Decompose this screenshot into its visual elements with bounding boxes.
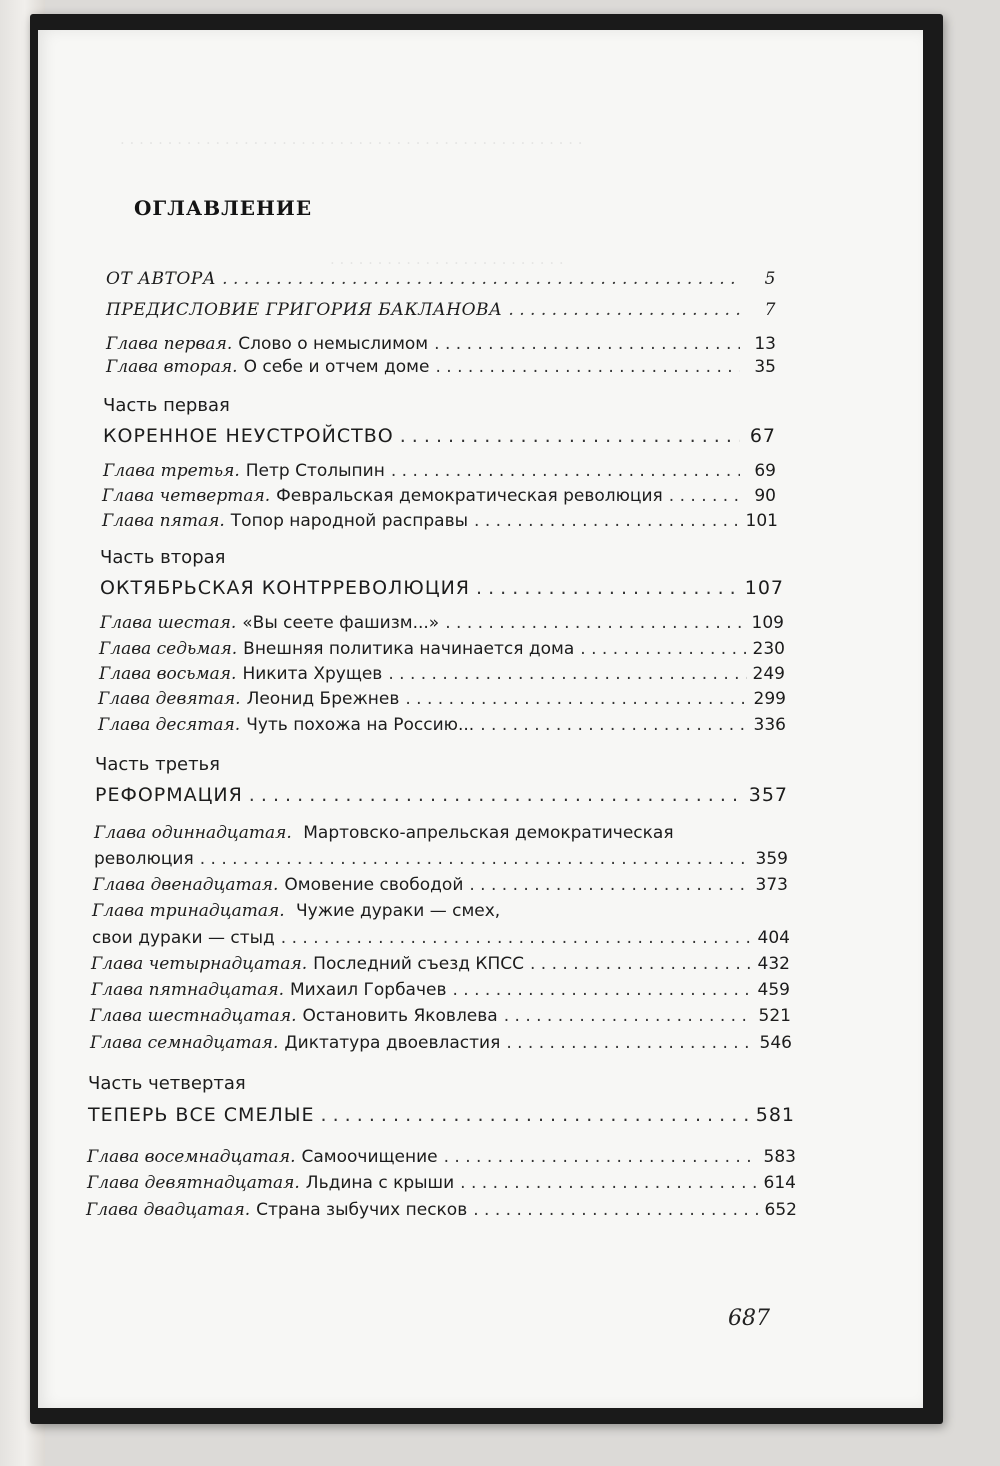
toc-entry-chapter — [98, 688, 786, 710]
leader-dots — [480, 714, 747, 736]
page-number: 432 — [757, 954, 790, 974]
leader-dots — [506, 1032, 753, 1054]
part-title: ОКТЯБРЬСКАЯ КОНТРРЕВОЛЮЦИЯ — [100, 577, 470, 599]
toc-entry-chapter — [99, 663, 785, 685]
toc-entry-author-preface — [106, 268, 776, 290]
chapter-number: Глава седьмая. — [99, 639, 238, 659]
page-number: 35 — [754, 357, 776, 377]
toc-entry-chapter-continued — [94, 848, 788, 870]
show-through-text: . . . . . . . . . . . . . . . . . . . . . . . . . . . . . . . . . . . . . . . . . . . . . . . . . — [120, 130, 583, 148]
chapter-number: Глава девятнадцатая. — [87, 1173, 300, 1193]
toc-entry-baklanov-preface — [106, 299, 776, 321]
toc-entry-chapter — [91, 953, 790, 975]
page-number: 546 — [759, 1033, 792, 1053]
page-number: 336 — [753, 715, 786, 735]
leader-dots — [434, 333, 740, 355]
chapter-title: Остановить Яковлева — [302, 1006, 498, 1026]
chapter-title: Льдина с крыши — [305, 1173, 455, 1193]
toc-entry-part — [100, 577, 784, 599]
leader-dots — [473, 1199, 758, 1221]
toc-entry-chapter-first-line — [94, 823, 674, 843]
leader-dots — [460, 1172, 757, 1194]
toc-entry-chapter — [103, 460, 776, 482]
toc-entry-chapter — [106, 333, 776, 355]
chapter-number: Глава семнадцатая. — [90, 1033, 279, 1053]
toc-entry-chapter — [99, 638, 785, 660]
leader-dots — [249, 784, 743, 806]
toc-entry-chapter — [91, 979, 790, 1001]
chapter-title: Диктатура двоевластия — [284, 1033, 501, 1053]
chapter-title: Самоочищение — [301, 1147, 438, 1167]
leader-dots — [669, 485, 740, 507]
page-number: 7 — [764, 300, 776, 320]
page-number: 230 — [752, 639, 785, 659]
chapter-title: «Вы сеете фашизм...» — [242, 613, 440, 633]
part-label: Часть третья — [95, 754, 220, 775]
leader-dots — [444, 1146, 758, 1168]
chapter-title: Петр Столыпин — [245, 461, 385, 481]
part-title: ТЕПЕРЬ ВСЕ СМЕЛЫЕ — [88, 1104, 315, 1126]
toc-entry-chapter — [90, 1032, 792, 1054]
chapter-title: О себе и отчем доме — [243, 357, 430, 377]
chapter-number: Глава двенадцатая. — [93, 875, 279, 895]
leader-dots — [400, 425, 740, 447]
page-number: 69 — [754, 461, 776, 481]
leader-dots — [445, 612, 745, 634]
chapter-title: Омовение свободой — [284, 875, 464, 895]
leader-dots — [469, 874, 749, 896]
page-number: 373 — [755, 875, 788, 895]
page-number: 521 — [758, 1006, 791, 1026]
chapter-title: Слово о немыслимом — [238, 334, 429, 354]
page-folio-number: 687 — [728, 1306, 770, 1331]
toc-entry-chapter — [87, 1172, 796, 1194]
page-number: 109 — [751, 613, 784, 633]
page-number: 107 — [744, 577, 784, 599]
part-title: РЕФОРМАЦИЯ — [95, 784, 243, 806]
part-title: КОРЕННОЕ НЕУСТРОЙСТВО — [103, 425, 394, 447]
chapter-number: Глава шестая. — [100, 613, 237, 633]
leader-dots — [281, 927, 752, 949]
chapter-title: Внешняя политика начинается дома — [243, 639, 575, 659]
entry-title: ОТ АВТОРА — [106, 269, 217, 289]
leader-dots — [321, 1104, 750, 1126]
leader-dots — [453, 979, 752, 1001]
leader-dots — [476, 577, 739, 599]
chapter-number: Глава первая. — [106, 334, 233, 354]
page-number: 583 — [763, 1147, 796, 1167]
toc-entry-chapter — [98, 714, 786, 736]
page-number: 359 — [755, 849, 788, 869]
page-number: 404 — [757, 928, 790, 948]
page-number: 5 — [764, 269, 776, 289]
leader-dots — [388, 663, 746, 685]
chapter-title-continued: революция — [94, 849, 194, 869]
page-number: 652 — [764, 1200, 797, 1220]
chapter-title: Никита Хрущев — [242, 664, 383, 684]
toc-entry-part — [103, 425, 776, 447]
chapter-number: Глава пятая. — [102, 511, 225, 531]
page-number: 67 — [749, 425, 776, 447]
leader-dots — [405, 688, 747, 710]
part-label: Часть первая — [103, 395, 230, 416]
page-number: 459 — [757, 980, 790, 1000]
toc-entry-chapter — [90, 1005, 791, 1027]
leader-dots — [504, 1005, 753, 1027]
page-number: 299 — [753, 689, 786, 709]
page-number: 13 — [754, 334, 776, 354]
toc-entry-part — [88, 1104, 795, 1126]
toc-entry-chapter — [102, 485, 776, 507]
toc-entry-chapter — [102, 510, 778, 532]
leader-dots — [200, 848, 750, 870]
chapter-number: Глава третья. — [103, 461, 240, 481]
chapter-number: Глава девятая. — [98, 689, 241, 709]
page-number: 614 — [763, 1173, 796, 1193]
chapter-title: Михаил Горбачев — [290, 980, 447, 1000]
chapter-title-continued: свои дураки — стыд — [92, 928, 275, 948]
chapter-number: Глава вторая. — [106, 357, 238, 377]
chapter-title: Чужие дураки — смех, — [296, 901, 501, 921]
chapter-title: Леонид Брежнев — [246, 689, 400, 709]
chapter-title: Топор народной расправы — [230, 511, 469, 531]
chapter-number: Глава восемнадцатая. — [87, 1147, 296, 1167]
chapter-title: Последний съезд КПСС — [313, 954, 524, 974]
toc-entry-chapter — [87, 1146, 796, 1168]
chapter-title: Февральская демократическая революция — [276, 486, 663, 506]
toc-entry-chapter-continued — [92, 927, 790, 949]
leader-dots — [474, 510, 740, 532]
page-number: 357 — [748, 784, 788, 806]
toc-entry-chapter — [100, 612, 784, 634]
chapter-number: Глава шестнадцатая. — [90, 1006, 297, 1026]
toc-heading: ОГЛАВЛЕНИЕ — [134, 196, 313, 220]
chapter-number: Глава тринадцатая. — [92, 901, 285, 921]
leader-dots — [530, 953, 752, 975]
toc-entry-part — [95, 784, 788, 806]
page-number: 101 — [745, 511, 778, 531]
toc-entry-chapter — [86, 1199, 797, 1221]
chapter-title: Мартовско-апрельская демократическая — [303, 823, 674, 843]
part-label: Часть вторая — [100, 547, 226, 568]
toc-entry-chapter — [93, 874, 788, 896]
toc-entry-chapter-first-line — [92, 901, 500, 921]
chapter-number: Глава одиннадцатая. — [94, 823, 292, 843]
toc-entry-chapter — [106, 356, 776, 378]
chapter-number: Глава пятнадцатая. — [91, 980, 284, 1000]
entry-title: ПРЕДИСЛОВИЕ ГРИГОРИЯ БАКЛАНОВА — [106, 300, 503, 320]
part-label: Часть четвертая — [88, 1073, 246, 1094]
leader-dots — [391, 460, 740, 482]
chapter-number: Глава десятая. — [98, 715, 241, 735]
leader-dots — [222, 268, 740, 290]
leader-dots — [580, 638, 746, 660]
page-number: 581 — [755, 1104, 795, 1126]
chapter-number: Глава четвертая. — [102, 486, 271, 506]
leader-dots — [435, 356, 740, 378]
leader-dots — [508, 299, 740, 321]
chapter-number: Глава восьмая. — [99, 664, 237, 684]
page-number: 249 — [752, 664, 785, 684]
chapter-number: Глава четырнадцатая. — [91, 954, 308, 974]
show-through-text: . . . . . . . . . . . . . . . . . . . . . . . . . — [330, 250, 564, 268]
chapter-title: Чуть похожа на Россию... — [246, 715, 475, 735]
chapter-title: Страна зыбучих песков — [256, 1200, 468, 1220]
chapter-number: Глава двадцатая. — [86, 1200, 251, 1220]
page-number: 90 — [754, 486, 776, 506]
